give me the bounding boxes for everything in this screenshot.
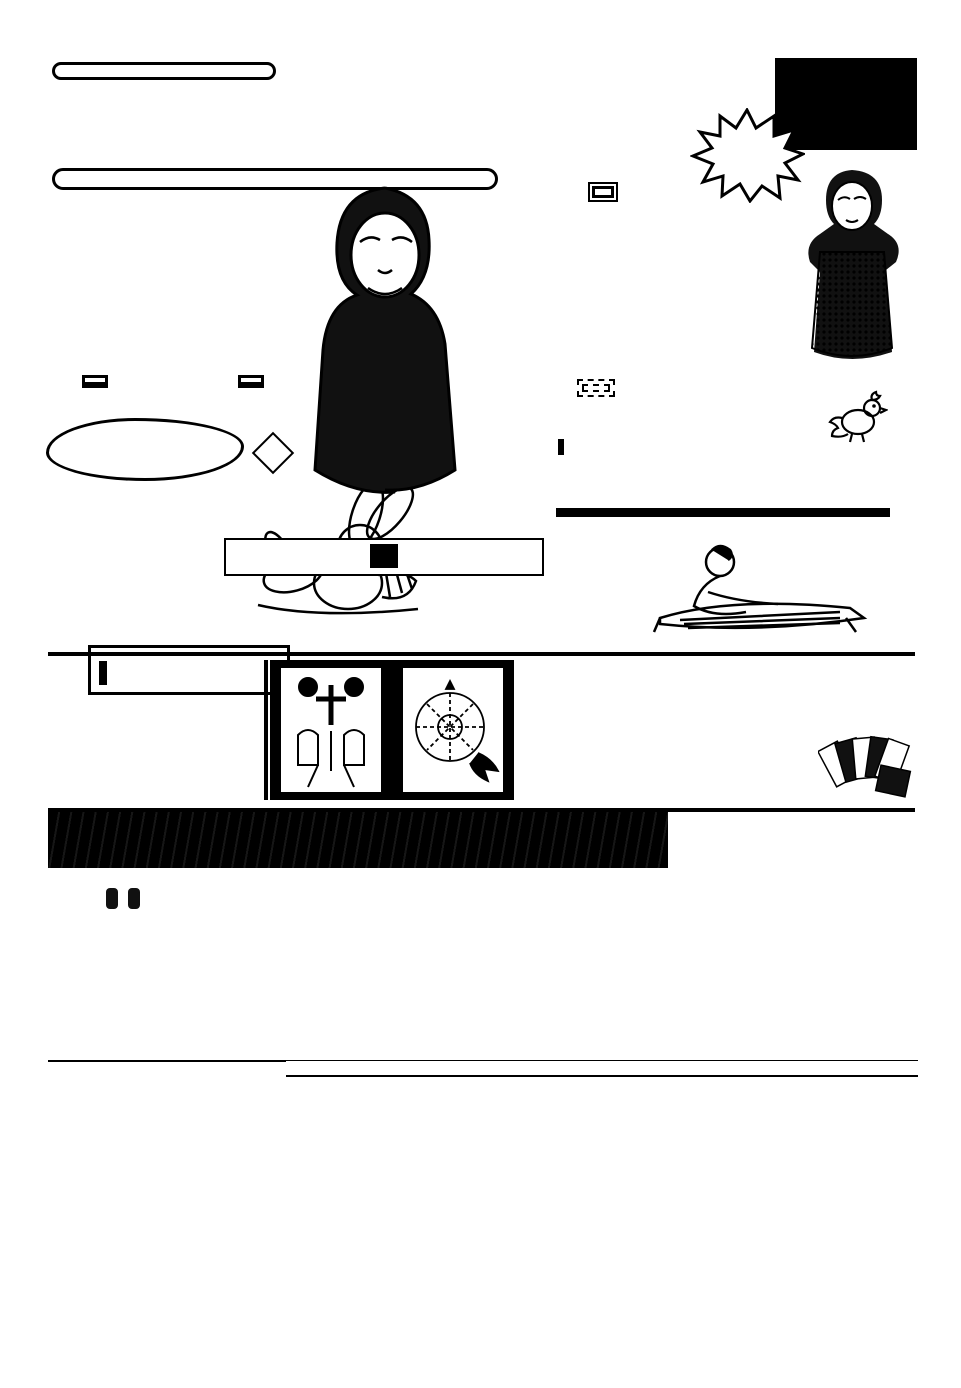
tarot-cards-panel bbox=[270, 660, 514, 800]
zodiac-trend-chart bbox=[270, 1006, 670, 1090]
chuandian-title-box bbox=[582, 384, 610, 392]
dot-chart-header bbox=[286, 1061, 918, 1076]
bottom-border-ornament bbox=[24, 1338, 937, 1354]
xuanmen-banner bbox=[48, 812, 668, 868]
divider-bar bbox=[556, 508, 890, 517]
xuanmen-slogan1 bbox=[106, 888, 118, 909]
tarot-card-judgement bbox=[278, 665, 384, 795]
results-table-header bbox=[48, 1060, 286, 1062]
xuanmen-subheader bbox=[60, 876, 140, 911]
tarot-card-wheel-of-fortune bbox=[400, 665, 506, 795]
tema-poem-box bbox=[224, 538, 544, 576]
chuandian-highlight bbox=[558, 439, 564, 455]
tema-code bbox=[370, 544, 398, 568]
results-table bbox=[48, 1060, 286, 1062]
lady-illustration-right bbox=[792, 162, 914, 362]
tiger-couplet-box bbox=[592, 186, 614, 198]
starburst-icon bbox=[690, 108, 805, 203]
xuanmen-slogan2 bbox=[128, 888, 140, 909]
corner-slogan-box bbox=[52, 62, 276, 80]
zodiac-wheel bbox=[658, 806, 926, 1034]
card-fan-illustration bbox=[818, 726, 918, 804]
left-border-ornament bbox=[26, 50, 44, 1334]
tarot-title-box bbox=[52, 660, 268, 800]
tarot-section bbox=[48, 652, 915, 812]
tip-bubble bbox=[46, 418, 244, 481]
top-border-ornament bbox=[24, 30, 937, 46]
small-number-header bbox=[82, 375, 108, 388]
bubble-tegong-line bbox=[61, 431, 229, 464]
musician-illustration bbox=[600, 540, 910, 650]
number-dot-chart bbox=[286, 1060, 918, 1077]
rooster-icon bbox=[822, 388, 888, 444]
right-border-ornament bbox=[921, 50, 939, 1334]
lady-illustration-center bbox=[290, 170, 480, 530]
double-number-header bbox=[238, 375, 264, 388]
